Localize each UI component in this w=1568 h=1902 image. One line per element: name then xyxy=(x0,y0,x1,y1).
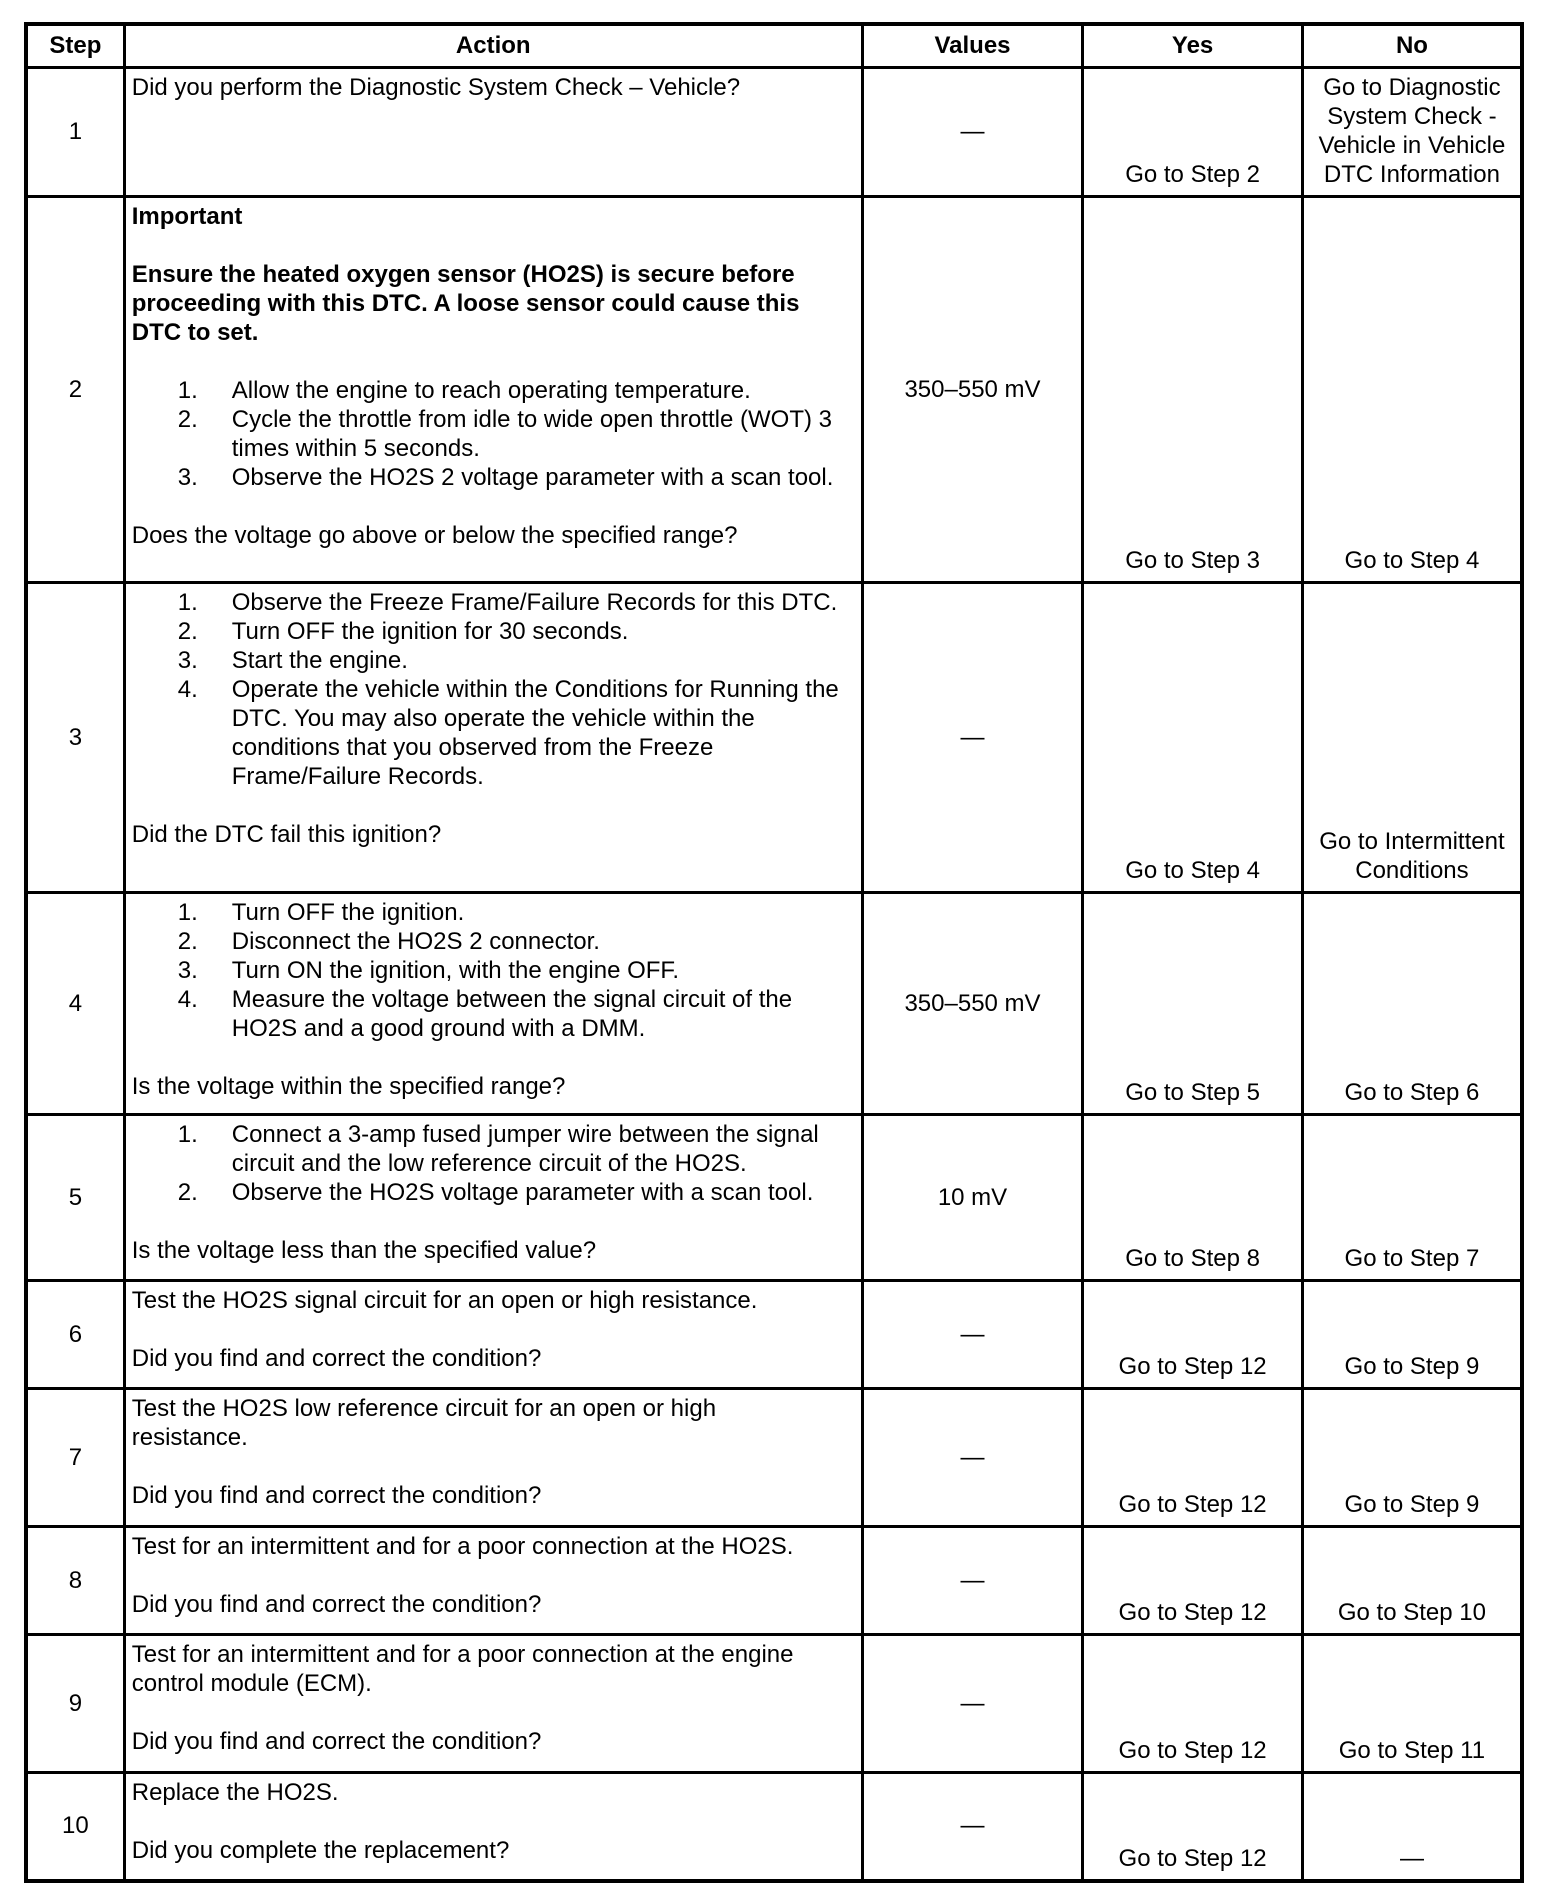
yes-cell: Go to Step 3 xyxy=(1083,197,1303,583)
table-row xyxy=(26,197,1522,583)
step-number: 1 xyxy=(26,68,124,197)
values-cell: 10 mV xyxy=(862,1115,1083,1281)
table-row xyxy=(26,1115,1522,1281)
table-row xyxy=(26,1773,1522,1881)
table-row xyxy=(26,1527,1522,1635)
yes-cell: Go to Step 2 xyxy=(1083,68,1303,197)
action-question: Is the voltage less than the specified value? xyxy=(131,1237,597,1264)
table-row xyxy=(26,893,1522,1115)
values-cell: — xyxy=(862,1389,1083,1527)
list-item: 1. Turn OFF the ignition. xyxy=(177,899,465,926)
action-question: Did you find and correct the condition? xyxy=(131,1345,542,1372)
no-cell: Go to Step 11 xyxy=(1302,1635,1522,1773)
yes-cell: Go to Step 12 xyxy=(1083,1389,1303,1527)
action-text: Replace the HO2S. xyxy=(131,1779,339,1806)
action-question: Did the DTC fail this ignition? xyxy=(131,821,442,848)
action-text: Test for an intermittent and for a poor connection at the HO2S. xyxy=(131,1533,794,1560)
values-cell: 350–550 mV xyxy=(862,197,1083,583)
yes-cell: Go to Step 12 xyxy=(1083,1773,1303,1881)
header-action: Action xyxy=(124,24,862,68)
action-cell xyxy=(124,1281,862,1389)
action-cell xyxy=(124,197,862,583)
action-question: Did you complete the replacement? xyxy=(131,1837,510,1864)
values-cell: — xyxy=(862,1773,1083,1881)
list-item: 2. Disconnect the HO2S 2 connector. xyxy=(177,928,600,955)
procedure-list xyxy=(132,588,855,791)
yes-cell: Go to Step 5 xyxy=(1083,893,1303,1115)
action-cell xyxy=(124,583,862,893)
action-cell xyxy=(124,1635,862,1773)
procedure-list xyxy=(132,376,855,492)
list-item: 1. Observe the Freeze Frame/Failure Records for this DTC. xyxy=(177,589,838,616)
step-number: 5 xyxy=(26,1115,124,1281)
step-number: 3 xyxy=(26,583,124,893)
diagnostic-table-page xyxy=(24,22,1524,1883)
action-cell xyxy=(124,893,862,1115)
action-cell xyxy=(124,1773,862,1881)
list-item: 3. Observe the HO2S 2 voltage parameter with a scan tool. xyxy=(177,464,834,491)
values-cell: — xyxy=(862,583,1083,893)
yes-cell: Go to Step 8 xyxy=(1083,1115,1303,1281)
action-cell xyxy=(124,68,862,197)
values-cell: — xyxy=(862,1527,1083,1635)
diagnostic-table xyxy=(24,22,1524,1883)
yes-cell: Go to Step 12 xyxy=(1083,1635,1303,1773)
list-item: 4. Measure the voltage between the signal circuit of the HO2S and a good ground with a DMM. xyxy=(177,986,793,1042)
no-cell: — xyxy=(1302,1773,1522,1881)
table-row xyxy=(26,1281,1522,1389)
table-row xyxy=(26,1389,1522,1527)
action-cell xyxy=(124,1389,862,1527)
values-cell: — xyxy=(862,68,1083,197)
yes-cell: Go to Step 12 xyxy=(1083,1527,1303,1635)
no-cell: Go to Step 9 xyxy=(1302,1281,1522,1389)
no-cell: Go to Step 4 xyxy=(1302,197,1522,583)
list-item: 2. Cycle the throttle from idle to wide open throttle (WOT) 3 times within 5 seconds. xyxy=(177,406,832,462)
table-row xyxy=(26,68,1522,197)
action-text: Test the HO2S signal circuit for an open or high resistance. xyxy=(131,1287,758,1314)
action-text: Test for an intermittent and for a poor connection at the engine control module (ECM). xyxy=(131,1641,794,1697)
table-row xyxy=(26,1635,1522,1773)
action-cell xyxy=(124,1115,862,1281)
no-cell: Go to Step 10 xyxy=(1302,1527,1522,1635)
header-no: No xyxy=(1302,24,1522,68)
header-yes: Yes xyxy=(1083,24,1303,68)
action-question: Is the voltage within the specified range? xyxy=(131,1073,566,1100)
list-item: 1. Connect a 3-amp fused jumper wire between the signal circuit and the low reference circuit of the HO2S. xyxy=(177,1121,819,1177)
list-item: 1. Allow the engine to reach operating temperature. xyxy=(177,377,751,404)
header-step: Step xyxy=(26,24,124,68)
step-number: 6 xyxy=(26,1281,124,1389)
step-number: 4 xyxy=(26,893,124,1115)
no-cell: Go to Diagnostic System Check - Vehicle in Vehicle DTC Information xyxy=(1302,68,1522,197)
action-question: Does the voltage go above or below the specified range? xyxy=(131,522,738,549)
action-question: Did you find and correct the condition? xyxy=(131,1591,542,1618)
values-cell: 350–550 mV xyxy=(862,893,1083,1115)
header-values: Values xyxy=(862,24,1083,68)
header-row xyxy=(26,24,1522,68)
list-item: 4. Operate the vehicle within the Conditions for Running the DTC. You may also operate the vehicle within the conditions that you observed from the Freeze Frame/Failure Records. xyxy=(177,676,839,790)
action-cell xyxy=(124,1527,862,1635)
list-item: 3. Start the engine. xyxy=(177,647,408,674)
action-question: Did you find and correct the condition? xyxy=(131,1482,542,1509)
step-number: 2 xyxy=(26,197,124,583)
list-item: 3. Turn ON the ignition, with the engine OFF. xyxy=(177,957,680,984)
important-text: Ensure the heated oxygen sensor (HO2S) is secure before proceeding with this DTC. A loose sensor could cause this DTC to set. xyxy=(131,261,800,346)
procedure-list xyxy=(132,1120,855,1207)
table-row xyxy=(26,583,1522,893)
action-question: Did you find and correct the condition? xyxy=(131,1728,542,1755)
action-text: Test the HO2S low reference circuit for an open or high resistance. xyxy=(131,1395,717,1451)
no-cell: Go to Step 7 xyxy=(1302,1115,1522,1281)
step-number: 8 xyxy=(26,1527,124,1635)
step-number: 10 xyxy=(26,1773,124,1881)
values-cell: — xyxy=(862,1281,1083,1389)
list-item: 2. Observe the HO2S voltage parameter with a scan tool. xyxy=(177,1179,814,1206)
yes-cell: Go to Step 12 xyxy=(1083,1281,1303,1389)
no-cell: Go to Intermittent Conditions xyxy=(1302,583,1522,893)
values-cell: — xyxy=(862,1635,1083,1773)
no-cell: Go to Step 6 xyxy=(1302,893,1522,1115)
list-item: 2. Turn OFF the ignition for 30 seconds. xyxy=(177,618,629,645)
important-title: Important xyxy=(131,203,243,230)
procedure-list xyxy=(132,898,855,1043)
step-number: 7 xyxy=(26,1389,124,1527)
step-number: 9 xyxy=(26,1635,124,1773)
action-question: Did you perform the Diagnostic System Check – Vehicle? xyxy=(131,74,741,101)
no-cell: Go to Step 9 xyxy=(1302,1389,1522,1527)
yes-cell: Go to Step 4 xyxy=(1083,583,1303,893)
